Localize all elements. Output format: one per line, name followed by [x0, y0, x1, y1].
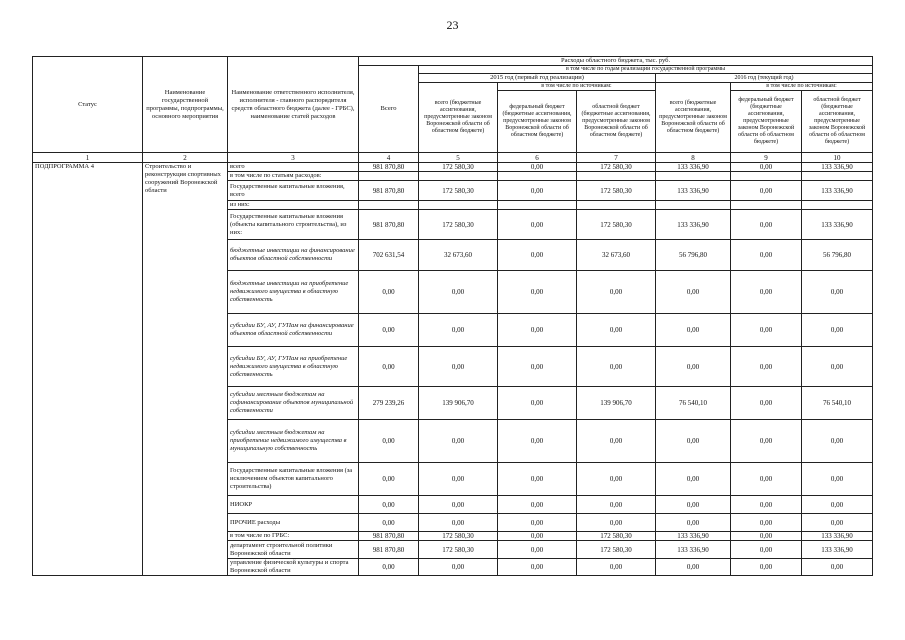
value-cell: 0,00 [656, 420, 731, 463]
value-cell: 0,00 [656, 559, 731, 576]
value-cell: 0,00 [802, 271, 873, 314]
value-cell: 0,00 [498, 240, 577, 271]
value-cell: 172 580,30 [577, 541, 656, 559]
row-label: Государственные капитальные вложения, всего [228, 181, 359, 201]
value-cell: 0,00 [359, 271, 419, 314]
value-cell: 0,00 [731, 541, 802, 559]
value-cell: 56 796,80 [802, 240, 873, 271]
value-cell [577, 201, 656, 210]
value-cell: 981 870,80 [359, 532, 419, 541]
value-cell: 0,00 [419, 463, 498, 496]
value-cell: 0,00 [577, 514, 656, 532]
value-cell: 0,00 [577, 347, 656, 387]
value-cell: 981 870,80 [359, 210, 419, 240]
col-num: 2 [143, 153, 228, 163]
value-cell: 172 580,30 [419, 181, 498, 201]
value-cell: 0,00 [577, 496, 656, 514]
table-body [33, 163, 873, 576]
value-cell: 32 673,60 [577, 240, 656, 271]
value-cell: 0,00 [498, 163, 577, 172]
value-cell [419, 172, 498, 181]
header-regional-2015: областной бюджет (бюджетные ассигнования, предусмотренные законом Воронежской области об областном бюджете) [577, 91, 656, 153]
value-cell: 0,00 [359, 496, 419, 514]
value-cell: 0,00 [802, 347, 873, 387]
value-cell: 0,00 [419, 514, 498, 532]
col-num: 6 [498, 153, 577, 163]
header-total: Всего [359, 66, 419, 153]
value-cell [731, 201, 802, 210]
value-cell: 0,00 [498, 496, 577, 514]
value-cell: 0,00 [802, 559, 873, 576]
value-cell: 279 239,26 [359, 387, 419, 420]
row-label: в том числе по статьям расходов: [228, 172, 359, 181]
header-sources-2016: в том числе по источникам: [731, 83, 873, 91]
header-federal-2015: федеральный бюджет (бюджетные ассигнования, предусмотренные законом Воронежской области об областном бюджете) [498, 91, 577, 153]
value-cell: 0,00 [577, 463, 656, 496]
value-cell: 0,00 [731, 347, 802, 387]
header-by-year: в том числе по годам реализации государственной программы [419, 66, 873, 74]
value-cell: 0,00 [498, 387, 577, 420]
value-cell: 981 870,80 [359, 541, 419, 559]
row-label: бюджетные инвестиции на финансирование объектов областной собственности [228, 240, 359, 271]
value-cell: 0,00 [656, 514, 731, 532]
value-cell: 0,00 [359, 559, 419, 576]
value-cell: 0,00 [656, 271, 731, 314]
value-cell: 0,00 [577, 420, 656, 463]
value-cell [802, 201, 873, 210]
value-cell: 76 540,10 [802, 387, 873, 420]
value-cell: 0,00 [498, 541, 577, 559]
value-cell [419, 201, 498, 210]
value-cell: 0,00 [577, 271, 656, 314]
value-cell: 981 870,80 [359, 181, 419, 201]
value-cell [498, 201, 577, 210]
row-label: субсидии местным бюджетам на приобретение недвижимого имущества в муниципальную собственность [228, 420, 359, 463]
value-cell: 0,00 [498, 514, 577, 532]
value-cell: 133 336,90 [802, 181, 873, 201]
header-all-2015: всего (бюджетные ассигнования, предусмотренные законом Воронежской области об областном бюджете) [419, 83, 498, 153]
header-executor: Наименование ответственного исполнителя, исполнителя - главного распорядителя средств областного бюджета (далее - ГРБС), наименование статей расходов [228, 57, 359, 153]
value-cell: 0,00 [656, 347, 731, 387]
header-federal-2016: федеральный бюджет (бюджетные ассигнования, предусмотренные законом Воронежской области об областном бюджете) [731, 91, 802, 153]
value-cell: 0,00 [498, 463, 577, 496]
header-all-2016: всего (бюджетные ассигнования, предусмотренные законом Воронежской области об областном бюджете) [656, 83, 731, 153]
value-cell [498, 172, 577, 181]
value-cell: 172 580,30 [419, 210, 498, 240]
value-cell: 0,00 [731, 496, 802, 514]
value-cell: 0,00 [731, 210, 802, 240]
row-label: бюджетные инвестиции на приобретение недвижимого имущества в областную собственность [228, 271, 359, 314]
value-cell [802, 172, 873, 181]
program-name-cell: Строительство и реконструкция спортивных сооружений Воронежской области [143, 163, 228, 576]
value-cell: 0,00 [498, 559, 577, 576]
value-cell: 0,00 [731, 181, 802, 201]
value-cell: 133 336,90 [656, 181, 731, 201]
value-cell: 0,00 [419, 496, 498, 514]
row-label: субсидии БУ, АУ, ГУПам на приобретение недвижимого имущества в областную собственность [228, 347, 359, 387]
row-label: НИОКР [228, 496, 359, 514]
value-cell: 0,00 [731, 463, 802, 496]
value-cell: 0,00 [419, 347, 498, 387]
value-cell [731, 172, 802, 181]
row-label: департамент строительной политики Воронежской области [228, 541, 359, 559]
value-cell: 0,00 [731, 514, 802, 532]
value-cell: 702 631,54 [359, 240, 419, 271]
header-year-2016: 2016 год (текущий год) [656, 74, 873, 83]
value-cell: 0,00 [498, 181, 577, 201]
value-cell: 0,00 [359, 420, 419, 463]
value-cell: 172 580,30 [419, 532, 498, 541]
value-cell: 133 336,90 [802, 210, 873, 240]
value-cell: 139 906,70 [419, 387, 498, 420]
budget-table [32, 56, 873, 576]
row-label: субсидии местным бюджетам на софинансирование объектов муниципальной собственности [228, 387, 359, 420]
value-cell: 0,00 [359, 463, 419, 496]
value-cell: 0,00 [731, 240, 802, 271]
value-cell: 133 336,90 [656, 532, 731, 541]
value-cell: 0,00 [419, 420, 498, 463]
value-cell: 0,00 [802, 463, 873, 496]
value-cell: 0,00 [731, 420, 802, 463]
value-cell: 0,00 [577, 559, 656, 576]
value-cell: 0,00 [731, 387, 802, 420]
header-program: Наименование государственной программы, подпрограммы, основного мероприятия [143, 57, 228, 153]
value-cell: 133 336,90 [802, 541, 873, 559]
row-label: субсидии БУ, АУ, ГУПам на финансирование объектов областной собственности [228, 314, 359, 347]
value-cell: 0,00 [419, 271, 498, 314]
value-cell [656, 201, 731, 210]
value-cell: 0,00 [577, 314, 656, 347]
value-cell: 133 336,90 [656, 541, 731, 559]
value-cell [577, 172, 656, 181]
header-status: Статус [33, 57, 143, 153]
value-cell: 0,00 [359, 347, 419, 387]
table-row [33, 163, 873, 172]
value-cell: 76 540,10 [656, 387, 731, 420]
value-cell: 56 796,80 [656, 240, 731, 271]
value-cell: 0,00 [419, 559, 498, 576]
value-cell: 172 580,30 [577, 163, 656, 172]
value-cell: 0,00 [656, 496, 731, 514]
value-cell: 0,00 [731, 163, 802, 172]
col-num: 3 [228, 153, 359, 163]
col-num: 9 [731, 153, 802, 163]
value-cell: 172 580,30 [577, 210, 656, 240]
col-num: 4 [359, 153, 419, 163]
header-regional-2016: областной бюджет (бюджетные ассигнования, предусмотренные законом Воронежской области об областном бюджете) [802, 91, 873, 153]
value-cell: 133 336,90 [802, 163, 873, 172]
status-cell: ПОДПРОГРАММА 4 [33, 163, 143, 576]
value-cell: 0,00 [802, 496, 873, 514]
value-cell: 0,00 [731, 271, 802, 314]
value-cell: 0,00 [802, 420, 873, 463]
value-cell: 0,00 [419, 314, 498, 347]
value-cell: 0,00 [359, 314, 419, 347]
value-cell [359, 201, 419, 210]
header-budget: Расходы областного бюджета, тыс. руб. [359, 57, 873, 66]
value-cell: 0,00 [498, 420, 577, 463]
value-cell: 0,00 [731, 532, 802, 541]
value-cell: 0,00 [498, 271, 577, 314]
value-cell: 0,00 [802, 514, 873, 532]
value-cell: 172 580,30 [419, 541, 498, 559]
col-num: 8 [656, 153, 731, 163]
row-label: ПРОЧИЕ расходы [228, 514, 359, 532]
value-cell: 0,00 [498, 347, 577, 387]
value-cell: 0,00 [802, 314, 873, 347]
value-cell: 32 673,60 [419, 240, 498, 271]
value-cell: 172 580,30 [577, 181, 656, 201]
value-cell: 0,00 [498, 210, 577, 240]
page-number: 23 [446, 18, 459, 32]
value-cell: 133 336,90 [656, 163, 731, 172]
value-cell: 0,00 [731, 314, 802, 347]
col-num: 10 [802, 153, 873, 163]
col-num: 5 [419, 153, 498, 163]
value-cell: 0,00 [498, 314, 577, 347]
header-year-2015: 2015 год (первый год реализации) [419, 74, 656, 83]
value-cell: 0,00 [656, 314, 731, 347]
value-cell: 139 906,70 [577, 387, 656, 420]
value-cell: 133 336,90 [656, 210, 731, 240]
value-cell: 981 870,80 [359, 163, 419, 172]
value-cell [656, 172, 731, 181]
row-label: Государственные капитальные вложения (объекты капитального строительства), из них: [228, 210, 359, 240]
value-cell: 133 336,90 [802, 532, 873, 541]
row-label: Государственные капитальные вложения (за исключением объектов капитального строительства) [228, 463, 359, 496]
row-label: управление физической культуры и спорта Воронежской области [228, 559, 359, 576]
header-sources-2015: в том числе по источникам: [498, 83, 656, 91]
row-label: в том числе по ГРБС: [228, 532, 359, 541]
row-label: из них: [228, 201, 359, 210]
row-label: всего [228, 163, 359, 172]
value-cell [359, 172, 419, 181]
value-cell: 0,00 [731, 559, 802, 576]
value-cell: 172 580,30 [577, 532, 656, 541]
value-cell: 172 580,30 [419, 163, 498, 172]
col-num: 1 [33, 153, 143, 163]
value-cell: 0,00 [359, 514, 419, 532]
value-cell: 0,00 [498, 532, 577, 541]
value-cell: 0,00 [656, 463, 731, 496]
col-num: 7 [577, 153, 656, 163]
